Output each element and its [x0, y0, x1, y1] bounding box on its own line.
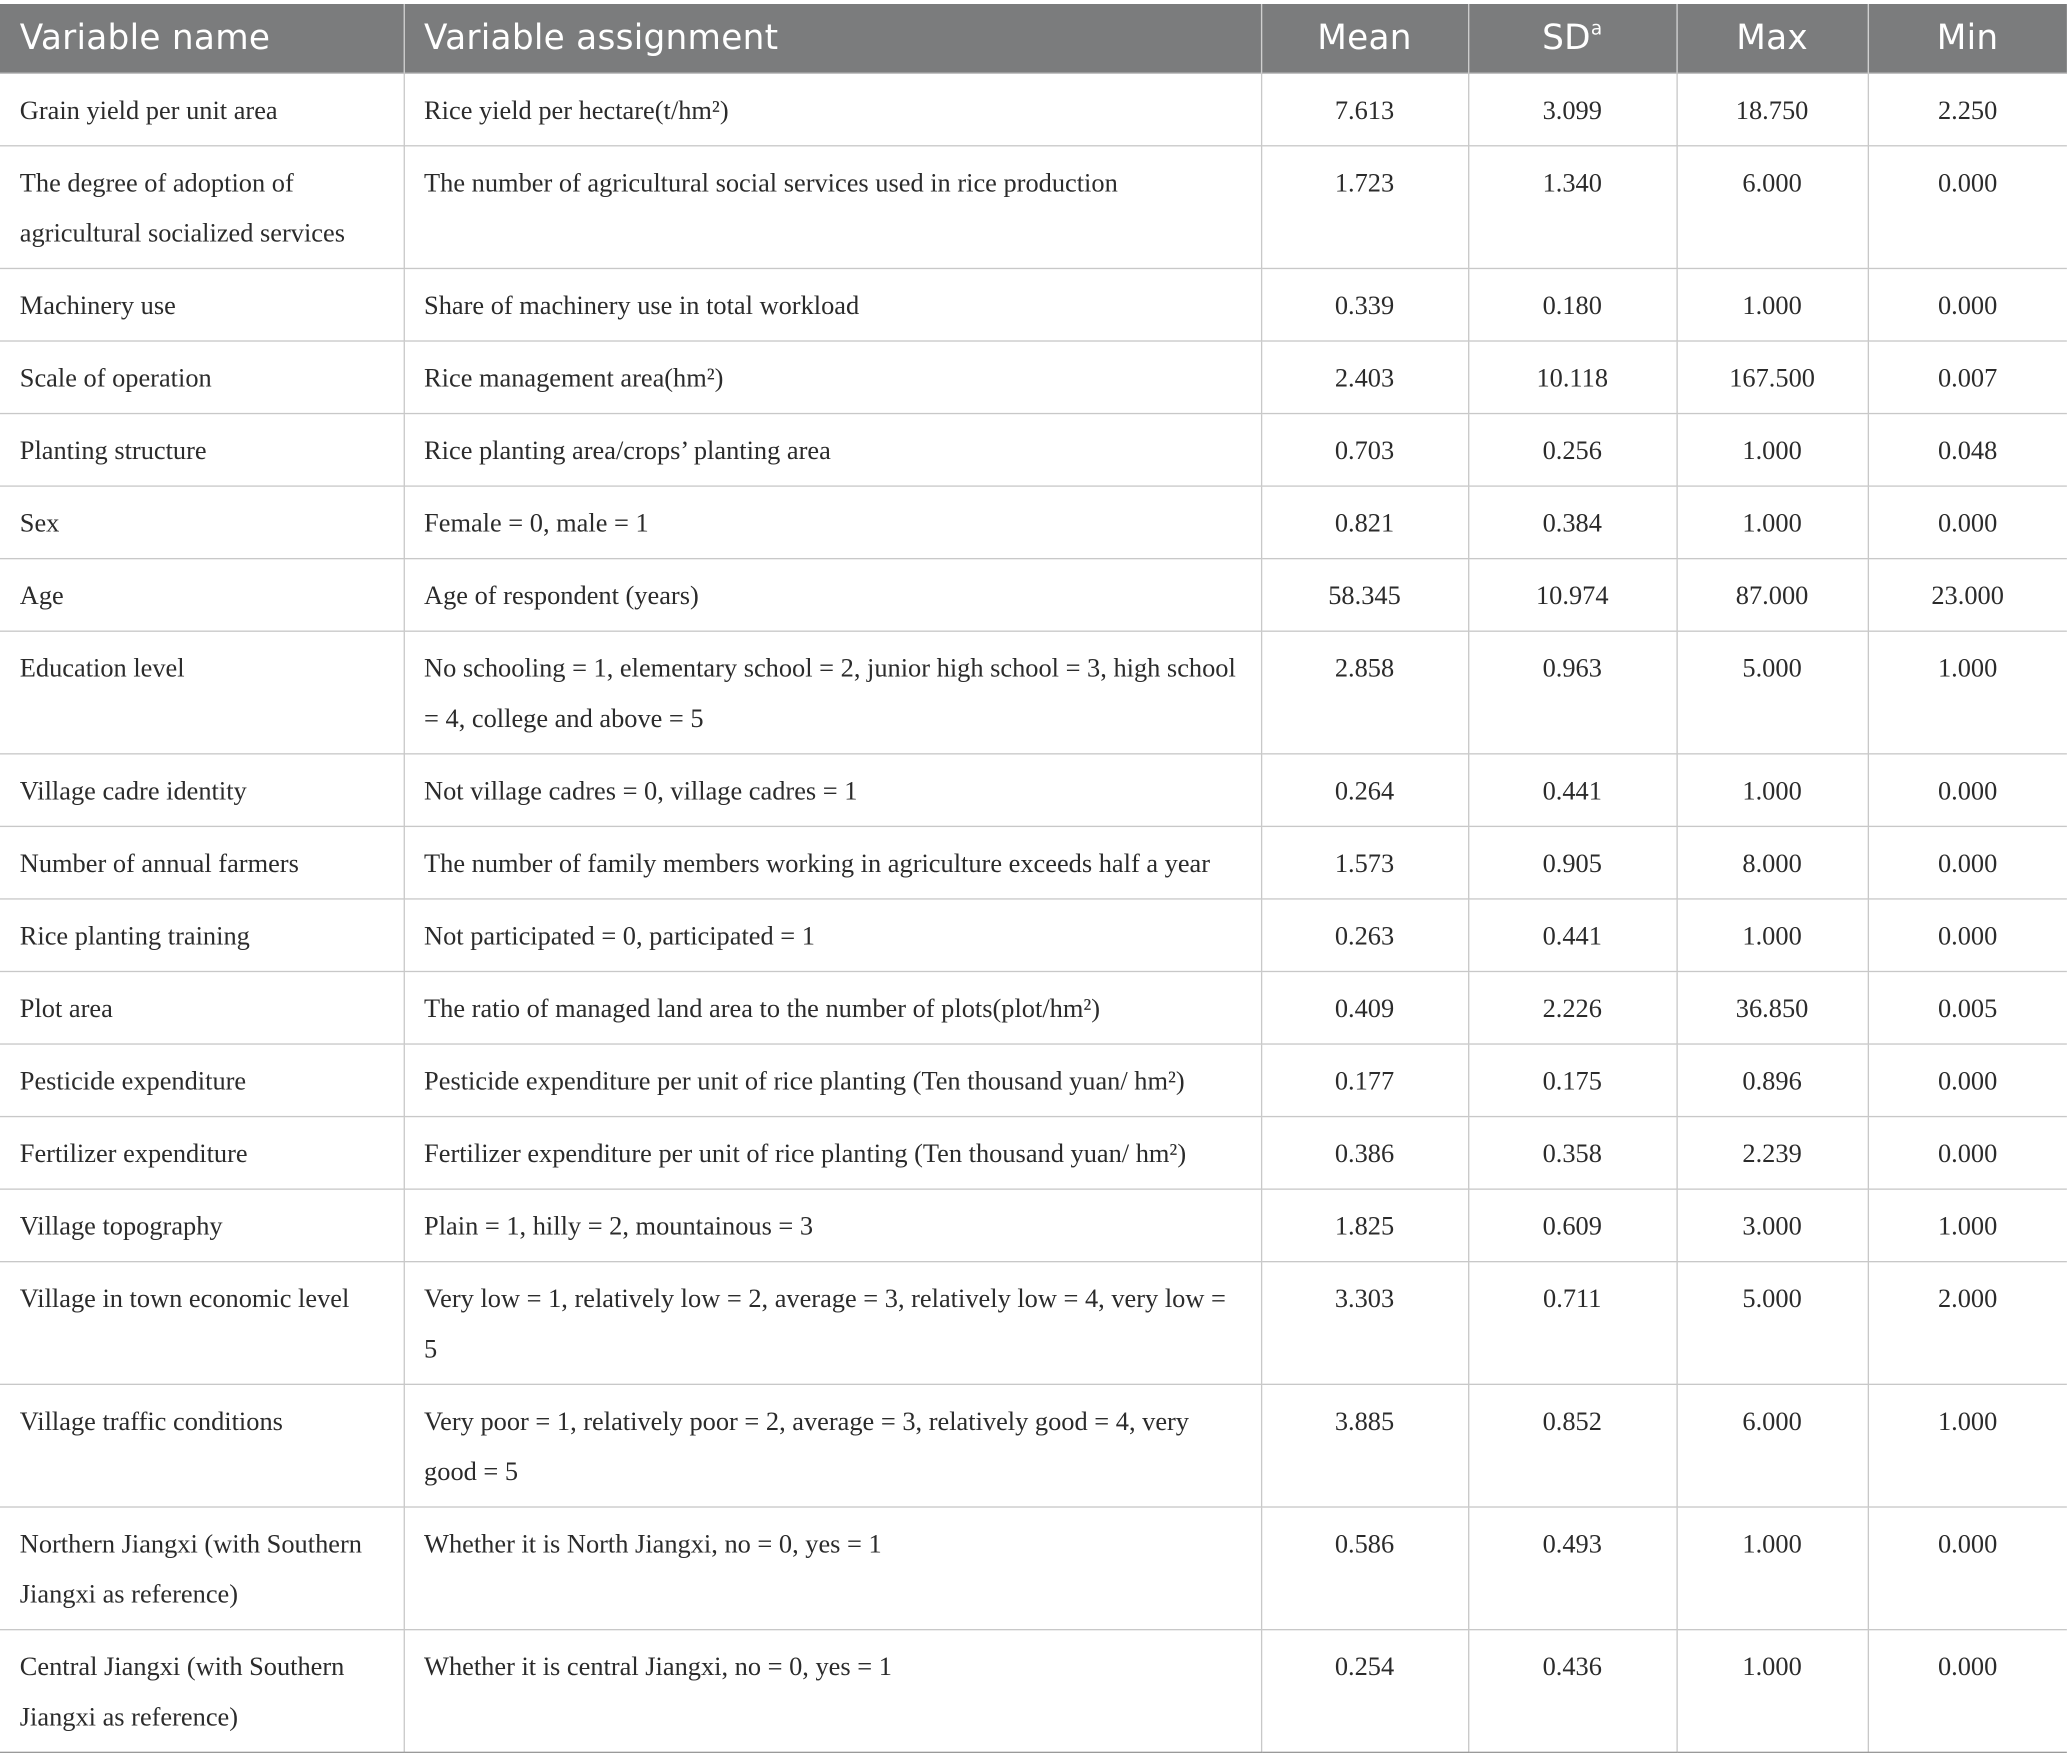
header-mean: Mean: [1261, 4, 1468, 73]
cell-max: 18.750: [1676, 73, 1867, 146]
cell-variable-name: Sex: [0, 486, 404, 559]
header-row: [0, 4, 2067, 73]
cell-variable-assignment: Rice yield per hectare(t/hm²): [404, 73, 1261, 146]
table-row: [0, 1630, 2067, 1753]
table-row: [0, 559, 2067, 632]
cell-max: 6.000: [1676, 1384, 1867, 1507]
cell-variable-assignment: Very low = 1, relatively low = 2, average = 3, relatively low = 4, very low = 5: [404, 1262, 1261, 1385]
table-row: [0, 1384, 2067, 1507]
cell-variable-assignment: Share of machinery use in total workload: [404, 268, 1261, 341]
header-sd-label: SD: [1542, 18, 1591, 59]
header-sd: [1468, 4, 1676, 73]
cell-mean: 1.723: [1261, 146, 1468, 269]
cell-variable-name: Northern Jiangxi (with Southern Jiangxi as reference): [0, 1507, 404, 1630]
table-row: [0, 73, 2067, 146]
cell-min: 0.000: [1868, 754, 2067, 827]
cell-mean: 0.177: [1261, 1044, 1468, 1117]
cell-sd: 0.358: [1468, 1117, 1676, 1190]
cell-mean: 3.885: [1261, 1384, 1468, 1507]
cell-sd: 0.175: [1468, 1044, 1676, 1117]
table-row: [0, 341, 2067, 414]
cell-max: 1.000: [1676, 754, 1867, 827]
cell-min: 0.000: [1868, 1117, 2067, 1190]
cell-sd: 10.974: [1468, 559, 1676, 632]
cell-variable-assignment: Whether it is North Jiangxi, no = 0, yes = 1: [404, 1507, 1261, 1630]
cell-variable-name: Pesticide expenditure: [0, 1044, 404, 1117]
cell-variable-assignment: Very poor = 1, relatively poor = 2, average = 3, relatively good = 4, very good = 5: [404, 1384, 1261, 1507]
cell-min: 2.000: [1868, 1262, 2067, 1385]
cell-variable-name: Number of annual farmers: [0, 826, 404, 899]
header-min: Min: [1868, 4, 2067, 73]
table-row: [0, 1189, 2067, 1262]
cell-mean: 0.703: [1261, 414, 1468, 487]
table-row: [0, 414, 2067, 487]
cell-variable-assignment: No schooling = 1, elementary school = 2, junior high school = 3, high school = 4, college and above = 5: [404, 631, 1261, 754]
header-variable-name: Variable name: [0, 4, 404, 73]
cell-max: 1.000: [1676, 1507, 1867, 1630]
cell-variable-name: Grain yield per unit area: [0, 73, 404, 146]
cell-max: 1.000: [1676, 1630, 1867, 1753]
cell-variable-assignment: Whether it is central Jiangxi, no = 0, yes = 1: [404, 1630, 1261, 1753]
cell-variable-assignment: Rice management area(hm²): [404, 341, 1261, 414]
cell-variable-name: Plot area: [0, 971, 404, 1044]
cell-variable-assignment: Pesticide expenditure per unit of rice planting (Ten thousand yuan/ hm²): [404, 1044, 1261, 1117]
cell-variable-name: Village cadre identity: [0, 754, 404, 827]
cell-variable-name: Age: [0, 559, 404, 632]
header-max: Max: [1676, 4, 1867, 73]
cell-variable-assignment: Plain = 1, hilly = 2, mountainous = 3: [404, 1189, 1261, 1262]
cell-sd: 0.436: [1468, 1630, 1676, 1753]
cell-mean: 0.254: [1261, 1630, 1468, 1753]
table-row: [0, 486, 2067, 559]
cell-sd: 0.493: [1468, 1507, 1676, 1630]
cell-mean: 7.613: [1261, 73, 1468, 146]
cell-max: 5.000: [1676, 631, 1867, 754]
cell-variable-name: The degree of adoption of agricultural socialized services: [0, 146, 404, 269]
table-header: [0, 4, 2067, 73]
cell-sd: 0.711: [1468, 1262, 1676, 1385]
table-row: [0, 826, 2067, 899]
table-container: [0, 4, 2067, 1753]
cell-max: 1.000: [1676, 486, 1867, 559]
cell-min: 0.048: [1868, 414, 2067, 487]
table-row: [0, 268, 2067, 341]
cell-variable-assignment: The number of agricultural social services used in rice production: [404, 146, 1261, 269]
cell-min: 0.000: [1868, 146, 2067, 269]
cell-sd: 0.963: [1468, 631, 1676, 754]
cell-mean: 58.345: [1261, 559, 1468, 632]
cell-min: 0.005: [1868, 971, 2067, 1044]
cell-max: 1.000: [1676, 899, 1867, 972]
cell-variable-assignment: Rice planting area/crops’ planting area: [404, 414, 1261, 487]
cell-min: 0.000: [1868, 268, 2067, 341]
cell-variable-assignment: The ratio of managed land area to the number of plots(plot/hm²): [404, 971, 1261, 1044]
cell-variable-name: Scale of operation: [0, 341, 404, 414]
cell-variable-name: Central Jiangxi (with Southern Jiangxi as reference): [0, 1630, 404, 1753]
cell-sd: 0.180: [1468, 268, 1676, 341]
cell-sd: 0.256: [1468, 414, 1676, 487]
cell-mean: 2.858: [1261, 631, 1468, 754]
header-variable-assignment: Variable assignment: [404, 4, 1261, 73]
cell-max: 36.850: [1676, 971, 1867, 1044]
cell-max: 1.000: [1676, 414, 1867, 487]
cell-sd: 0.905: [1468, 826, 1676, 899]
cell-mean: 0.821: [1261, 486, 1468, 559]
cell-variable-name: Village topography: [0, 1189, 404, 1262]
cell-sd: 10.118: [1468, 341, 1676, 414]
cell-variable-name: Machinery use: [0, 268, 404, 341]
table-row: [0, 1507, 2067, 1630]
cell-mean: 0.263: [1261, 899, 1468, 972]
table-row: [0, 631, 2067, 754]
cell-min: 0.000: [1868, 1044, 2067, 1117]
cell-sd: 0.441: [1468, 754, 1676, 827]
cell-variable-name: Planting structure: [0, 414, 404, 487]
cell-mean: 3.303: [1261, 1262, 1468, 1385]
cell-mean: 0.586: [1261, 1507, 1468, 1630]
table-row: [0, 146, 2067, 269]
cell-max: 87.000: [1676, 559, 1867, 632]
table-row: [0, 754, 2067, 827]
cell-sd: 0.609: [1468, 1189, 1676, 1262]
cell-mean: 2.403: [1261, 341, 1468, 414]
cell-variable-assignment: Female = 0, male = 1: [404, 486, 1261, 559]
cell-min: 0.000: [1868, 486, 2067, 559]
cell-max: 8.000: [1676, 826, 1867, 899]
header-sd-footnote-mark: a: [1590, 18, 1603, 40]
cell-mean: 0.264: [1261, 754, 1468, 827]
cell-variable-assignment: Age of respondent (years): [404, 559, 1261, 632]
cell-variable-name: Village traffic conditions: [0, 1384, 404, 1507]
cell-max: 2.239: [1676, 1117, 1867, 1190]
cell-min: 0.000: [1868, 826, 2067, 899]
cell-mean: 1.573: [1261, 826, 1468, 899]
cell-variable-name: Village in town economic level: [0, 1262, 404, 1385]
cell-sd: 0.384: [1468, 486, 1676, 559]
cell-sd: 0.441: [1468, 899, 1676, 972]
cell-min: 1.000: [1868, 631, 2067, 754]
cell-mean: 0.409: [1261, 971, 1468, 1044]
cell-sd: 1.340: [1468, 146, 1676, 269]
cell-variable-assignment: Fertilizer expenditure per unit of rice planting (Ten thousand yuan/ hm²): [404, 1117, 1261, 1190]
table-row: [0, 899, 2067, 972]
cell-max: 6.000: [1676, 146, 1867, 269]
table-row: [0, 1044, 2067, 1117]
cell-min: 0.000: [1868, 1630, 2067, 1753]
cell-min: 0.000: [1868, 1507, 2067, 1630]
cell-min: 0.000: [1868, 899, 2067, 972]
table-row: [0, 1117, 2067, 1190]
cell-max: 0.896: [1676, 1044, 1867, 1117]
cell-mean: 0.386: [1261, 1117, 1468, 1190]
cell-mean: 1.825: [1261, 1189, 1468, 1262]
cell-sd: 2.226: [1468, 971, 1676, 1044]
cell-variable-assignment: Not village cadres = 0, village cadres = 1: [404, 754, 1261, 827]
cell-min: 23.000: [1868, 559, 2067, 632]
cell-mean: 0.339: [1261, 268, 1468, 341]
cell-sd: 3.099: [1468, 73, 1676, 146]
cell-min: 1.000: [1868, 1189, 2067, 1262]
table-body: [0, 73, 2067, 1752]
cell-variable-assignment: Not participated = 0, participated = 1: [404, 899, 1261, 972]
cell-min: 1.000: [1868, 1384, 2067, 1507]
cell-min: 2.250: [1868, 73, 2067, 146]
cell-max: 5.000: [1676, 1262, 1867, 1385]
cell-sd: 0.852: [1468, 1384, 1676, 1507]
cell-variable-name: Fertilizer expenditure: [0, 1117, 404, 1190]
table-row: [0, 971, 2067, 1044]
descriptive-statistics-table: [0, 4, 2067, 1753]
cell-max: 1.000: [1676, 268, 1867, 341]
cell-variable-assignment: The number of family members working in agriculture exceeds half a year: [404, 826, 1261, 899]
cell-variable-name: Rice planting training: [0, 899, 404, 972]
cell-max: 3.000: [1676, 1189, 1867, 1262]
cell-max: 167.500: [1676, 341, 1867, 414]
cell-min: 0.007: [1868, 341, 2067, 414]
table-row: [0, 1262, 2067, 1385]
cell-variable-name: Education level: [0, 631, 404, 754]
